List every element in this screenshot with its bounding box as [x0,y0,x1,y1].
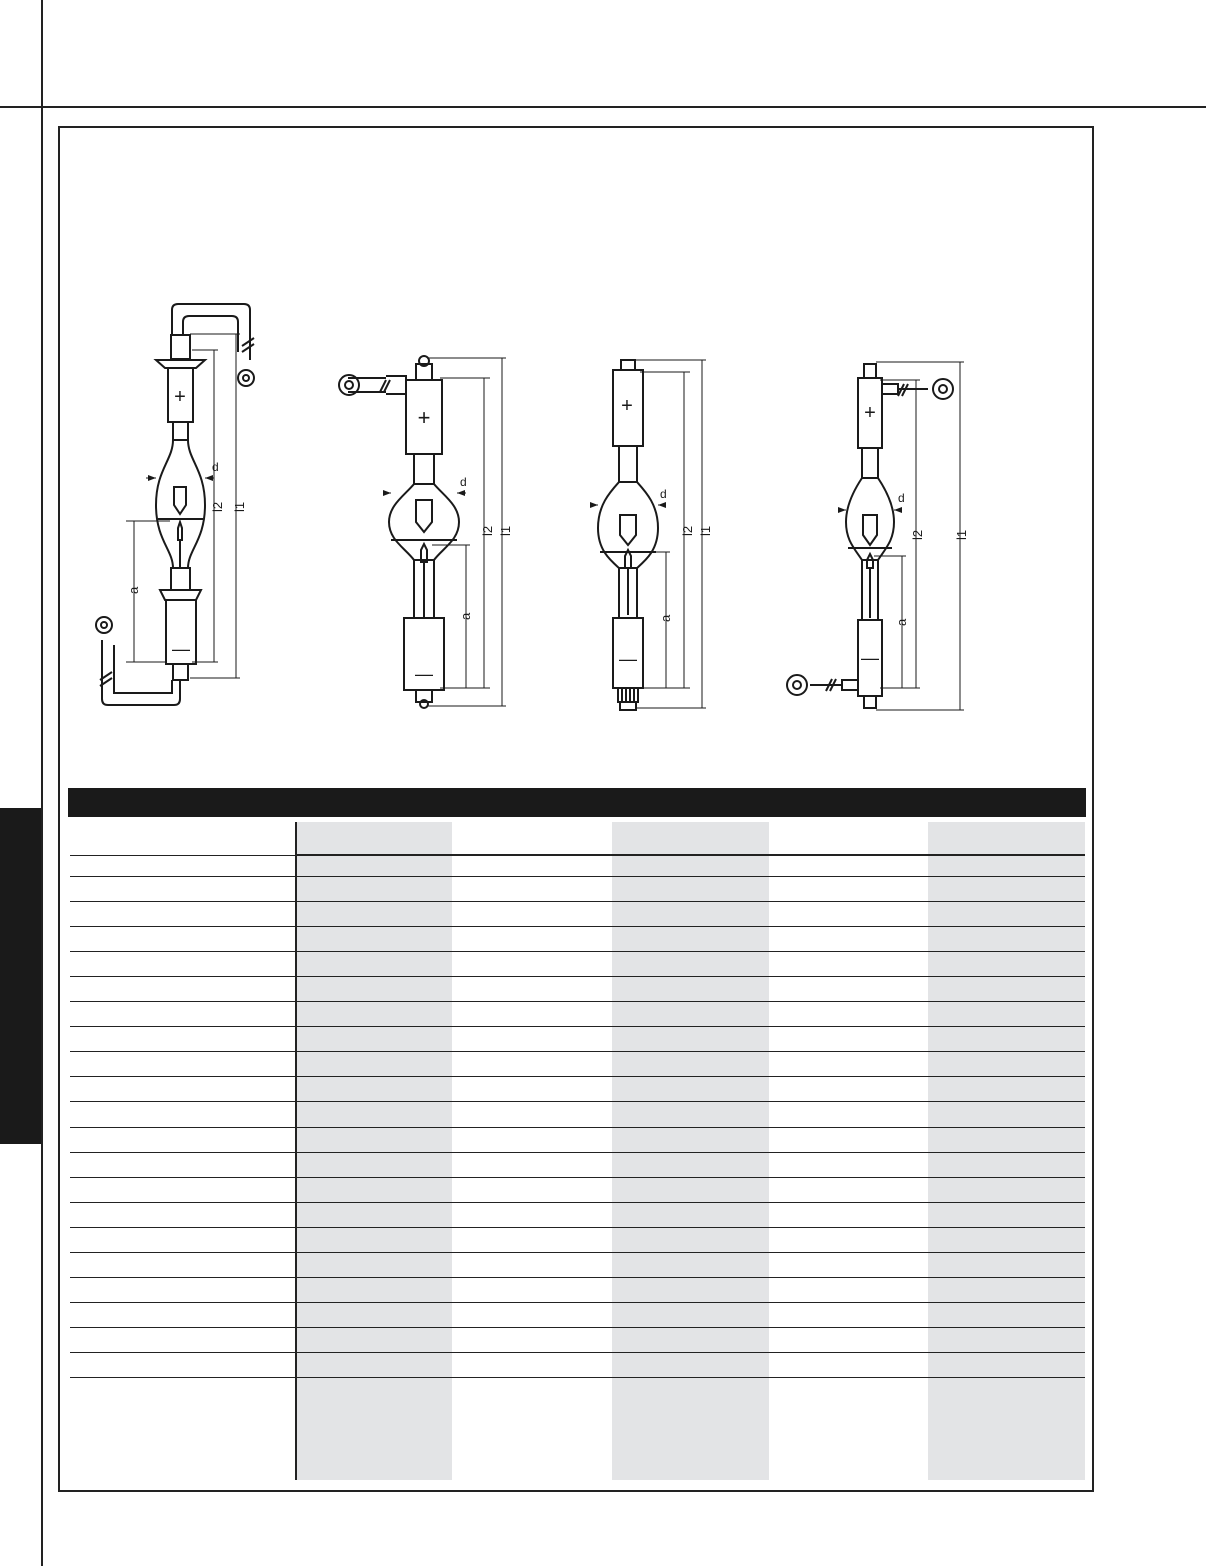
table-label-separator [295,822,297,1480]
table-row-line [70,876,1085,877]
table-row-line [70,1051,1085,1052]
table-row-line [70,1177,1085,1178]
cathode-mark-1: — [172,639,190,659]
table-row-line [70,1327,1085,1328]
dim-a-2: a [458,612,473,620]
table-row-line [70,1252,1085,1253]
table-column-shade-5 [928,822,1085,1480]
dim-l1-3: l1 [698,525,713,536]
table-row-line [70,901,1085,902]
table-row-line [70,1026,1085,1027]
table-row-line [70,1202,1085,1203]
table-row-line [70,1302,1085,1303]
table-row-line [70,926,1085,927]
dim-l1-4: l1 [954,529,969,540]
table-row-line [70,1227,1085,1228]
dim-d-4: d [898,491,905,505]
section-tab [0,808,41,1144]
table-row-line [70,855,296,856]
table-row-line [70,1152,1085,1153]
table-row-line [70,1076,1085,1077]
dim-a-1: a [126,586,141,594]
dim-l1-2: l1 [498,525,513,536]
dim-l1-1: l1 [232,501,247,512]
dim-a-4: a [894,618,909,626]
dim-l2-1: l2 [210,501,225,512]
table-row-line [70,1001,1085,1002]
table-row-line [70,1352,1085,1353]
table-row-line [70,1127,1085,1128]
table-row-line [70,951,1085,952]
table-row-line [70,1277,1085,1278]
dim-a-3: a [658,614,673,622]
anode-mark-3: + [621,395,633,417]
table-row-line [70,1101,1085,1102]
anode-mark-4: + [864,402,876,424]
table-column-shade-3 [612,822,769,1480]
dim-d-2: d [460,475,467,489]
dim-l2-2: l2 [480,525,495,536]
table-header-rule [295,854,1085,856]
cathode-mark-3: — [619,649,637,669]
dim-d-3: d [660,487,667,501]
table-row-line [70,976,1085,977]
anode-mark-1: + [174,386,186,408]
table-column-shade-1 [297,822,452,1480]
cathode-mark-4: — [861,648,879,668]
anode-mark-2: + [417,405,431,430]
table-row-line [70,1377,1085,1378]
cathode-mark-2: — [415,664,433,684]
table-header-bar [68,788,1086,817]
dim-d-1: d [212,460,219,474]
dim-l2-4: l2 [910,529,925,540]
dim-l2-3: l2 [680,525,695,536]
